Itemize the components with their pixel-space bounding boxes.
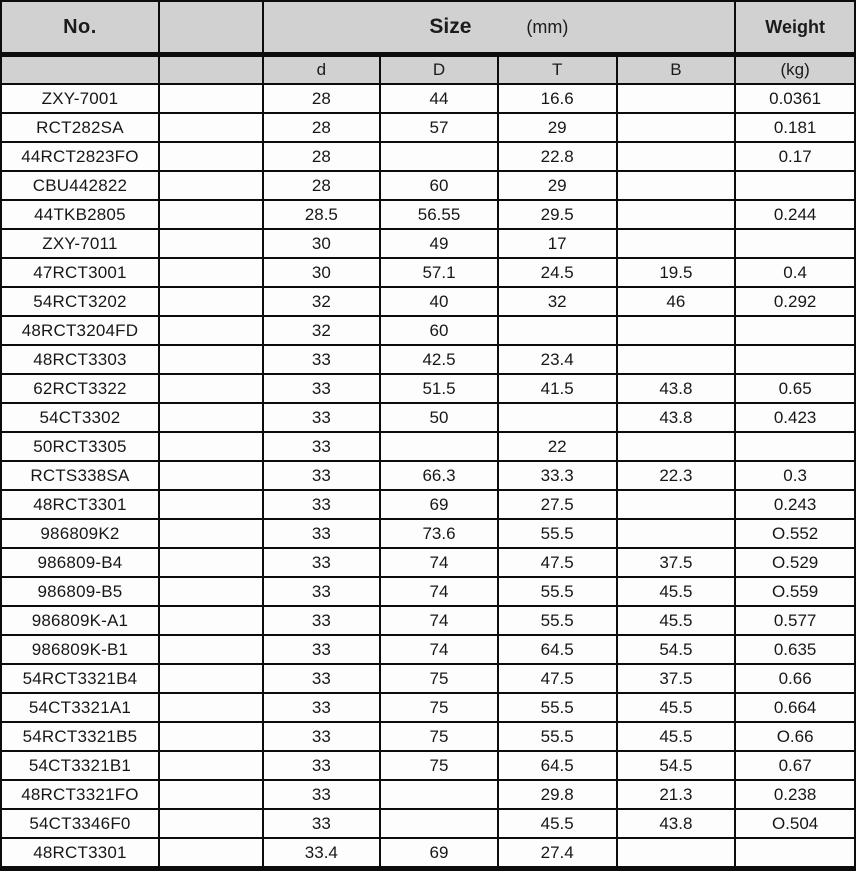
cell-width-b: 45.5 [617, 577, 736, 606]
cell-weight [735, 171, 855, 200]
cell-width-b [617, 142, 736, 171]
cell-blank [159, 287, 263, 316]
cell-inner-diameter: 28.5 [263, 200, 381, 229]
cell-thickness: 27.5 [498, 490, 617, 519]
col-header-weight: Weight [735, 1, 855, 55]
cell-inner-diameter: 33 [263, 345, 381, 374]
cell-weight: 0.66 [735, 664, 855, 693]
cell-outer-diameter: 40 [380, 287, 498, 316]
subcol-d: d [263, 55, 381, 85]
cell-weight: 0.67 [735, 751, 855, 780]
cell-thickness: 29.5 [498, 200, 617, 229]
cell-thickness: 55.5 [498, 693, 617, 722]
cell-blank [159, 751, 263, 780]
cell-width-b: 22.3 [617, 461, 736, 490]
cell-blank [159, 722, 263, 751]
cell-weight: 0.423 [735, 403, 855, 432]
cell-inner-diameter: 33 [263, 548, 381, 577]
cell-part-number: 986809-B5 [1, 577, 159, 606]
header-row-sub [1, 55, 855, 85]
cell-thickness: 64.5 [498, 751, 617, 780]
cell-part-number: 54CT3321A1 [1, 693, 159, 722]
cell-inner-diameter: 30 [263, 258, 381, 287]
cell-part-number: 47RCT3001 [1, 258, 159, 287]
cell-blank [159, 171, 263, 200]
cell-thickness: 22.8 [498, 142, 617, 171]
cell-inner-diameter: 33 [263, 403, 381, 432]
cell-outer-diameter: 69 [380, 490, 498, 519]
cell-part-number: 54RCT3321B5 [1, 722, 159, 751]
cell-width-b: 54.5 [617, 635, 736, 664]
col-header-size [263, 1, 736, 55]
table-row [1, 838, 855, 869]
table-row [1, 229, 855, 258]
cell-outer-diameter: 75 [380, 751, 498, 780]
subcol-b: B [617, 55, 736, 85]
cell-part-number: 54RCT3321B4 [1, 664, 159, 693]
table-row [1, 751, 855, 780]
cell-width-b: 37.5 [617, 664, 736, 693]
cell-blank [159, 664, 263, 693]
cell-width-b: 37.5 [617, 548, 736, 577]
cell-blank [159, 229, 263, 258]
cell-part-number: RCT282SA [1, 113, 159, 142]
cell-outer-diameter [380, 432, 498, 461]
cell-width-b: 19.5 [617, 258, 736, 287]
cell-inner-diameter: 33 [263, 519, 381, 548]
cell-outer-diameter: 44 [380, 84, 498, 113]
cell-weight: 0.664 [735, 693, 855, 722]
cell-blank [159, 606, 263, 635]
cell-blank [159, 345, 263, 374]
cell-blank [159, 693, 263, 722]
cell-blank [159, 461, 263, 490]
table-row [1, 432, 855, 461]
col-header-blank [159, 1, 263, 55]
cell-width-b: 43.8 [617, 403, 736, 432]
subcol-outer-d: D [380, 55, 498, 85]
table-row [1, 374, 855, 403]
table-row [1, 345, 855, 374]
cell-inner-diameter: 28 [263, 142, 381, 171]
table-row [1, 200, 855, 229]
cell-inner-diameter: 33 [263, 490, 381, 519]
cell-outer-diameter [380, 780, 498, 809]
table-row [1, 316, 855, 345]
cell-part-number: ZXY-7011 [1, 229, 159, 258]
cell-outer-diameter: 49 [380, 229, 498, 258]
table-row [1, 577, 855, 606]
subcol-blank [159, 55, 263, 85]
cell-thickness: 29.8 [498, 780, 617, 809]
cell-thickness: 55.5 [498, 606, 617, 635]
cell-inner-diameter: 33 [263, 809, 381, 838]
cell-width-b: 54.5 [617, 751, 736, 780]
cell-outer-diameter: 57.1 [380, 258, 498, 287]
cell-blank [159, 432, 263, 461]
cell-thickness: 55.5 [498, 519, 617, 548]
size-label: Size [429, 15, 472, 38]
cell-width-b [617, 838, 736, 869]
cell-outer-diameter: 60 [380, 316, 498, 345]
cell-width-b [617, 113, 736, 142]
cell-part-number: 54RCT3202 [1, 287, 159, 316]
table-row [1, 664, 855, 693]
cell-weight [735, 316, 855, 345]
cell-width-b [617, 519, 736, 548]
cell-width-b [617, 345, 736, 374]
cell-inner-diameter: 33 [263, 461, 381, 490]
cell-width-b: 43.8 [617, 374, 736, 403]
cell-blank [159, 490, 263, 519]
cell-thickness: 27.4 [498, 838, 617, 869]
cell-width-b: 45.5 [617, 722, 736, 751]
cell-inner-diameter: 33 [263, 780, 381, 809]
table-row [1, 287, 855, 316]
header-row-main [1, 1, 855, 55]
table-row [1, 722, 855, 751]
cell-part-number: CBU442822 [1, 171, 159, 200]
cell-part-number: 986809K-A1 [1, 606, 159, 635]
cell-thickness [498, 316, 617, 345]
table-row [1, 635, 855, 664]
cell-blank [159, 142, 263, 171]
cell-width-b [617, 171, 736, 200]
cell-width-b [617, 490, 736, 519]
cell-weight: O.529 [735, 548, 855, 577]
cell-outer-diameter: 74 [380, 635, 498, 664]
cell-thickness: 17 [498, 229, 617, 258]
cell-outer-diameter: 69 [380, 838, 498, 869]
cell-weight: 0.243 [735, 490, 855, 519]
cell-weight: 0.244 [735, 200, 855, 229]
table-row [1, 171, 855, 200]
table-row [1, 258, 855, 287]
cell-outer-diameter [380, 142, 498, 171]
cell-part-number: 50RCT3305 [1, 432, 159, 461]
cell-width-b: 45.5 [617, 693, 736, 722]
cell-thickness: 45.5 [498, 809, 617, 838]
cell-outer-diameter: 60 [380, 171, 498, 200]
cell-part-number: 48RCT3204FD [1, 316, 159, 345]
cell-weight [735, 838, 855, 869]
cell-inner-diameter: 32 [263, 287, 381, 316]
cell-inner-diameter: 28 [263, 171, 381, 200]
cell-outer-diameter: 51.5 [380, 374, 498, 403]
table-row [1, 461, 855, 490]
cell-inner-diameter: 28 [263, 113, 381, 142]
cell-part-number: ZXY-7001 [1, 84, 159, 113]
table-row [1, 490, 855, 519]
cell-weight: O.559 [735, 577, 855, 606]
cell-inner-diameter: 33 [263, 432, 381, 461]
cell-part-number: 44TKB2805 [1, 200, 159, 229]
cell-outer-diameter: 74 [380, 548, 498, 577]
cell-weight: 0.17 [735, 142, 855, 171]
cell-blank [159, 403, 263, 432]
cell-part-number: 986809K2 [1, 519, 159, 548]
cell-blank [159, 374, 263, 403]
cell-thickness: 29 [498, 171, 617, 200]
cell-inner-diameter: 33 [263, 635, 381, 664]
cell-outer-diameter: 42.5 [380, 345, 498, 374]
cell-inner-diameter: 30 [263, 229, 381, 258]
subcol-t: T [498, 55, 617, 85]
cell-part-number: 62RCT3322 [1, 374, 159, 403]
cell-inner-diameter: 33 [263, 664, 381, 693]
cell-thickness: 33.3 [498, 461, 617, 490]
cell-outer-diameter [380, 809, 498, 838]
cell-width-b [617, 200, 736, 229]
table-row [1, 780, 855, 809]
cell-width-b [617, 432, 736, 461]
cell-width-b: 43.8 [617, 809, 736, 838]
cell-weight: O.66 [735, 722, 855, 751]
cell-outer-diameter: 74 [380, 577, 498, 606]
cell-thickness: 41.5 [498, 374, 617, 403]
cell-part-number: 48RCT3321FO [1, 780, 159, 809]
cell-inner-diameter: 33 [263, 722, 381, 751]
cell-width-b [617, 84, 736, 113]
cell-outer-diameter: 50 [380, 403, 498, 432]
cell-weight: 0.4 [735, 258, 855, 287]
cell-weight: O.552 [735, 519, 855, 548]
cell-blank [159, 838, 263, 869]
cell-inner-diameter: 32 [263, 316, 381, 345]
cell-part-number: 986809-B4 [1, 548, 159, 577]
cell-thickness: 47.5 [498, 664, 617, 693]
cell-outer-diameter: 75 [380, 693, 498, 722]
col-header-no: No. [1, 1, 159, 55]
cell-weight: 0.238 [735, 780, 855, 809]
cell-width-b: 45.5 [617, 606, 736, 635]
cell-inner-diameter: 33.4 [263, 838, 381, 869]
cell-weight: 0.635 [735, 635, 855, 664]
cell-weight [735, 229, 855, 258]
cell-outer-diameter: 74 [380, 606, 498, 635]
cell-thickness: 55.5 [498, 722, 617, 751]
cell-thickness: 23.4 [498, 345, 617, 374]
table-row [1, 606, 855, 635]
cell-blank [159, 258, 263, 287]
cell-inner-diameter: 33 [263, 374, 381, 403]
cell-outer-diameter: 75 [380, 664, 498, 693]
cell-outer-diameter: 75 [380, 722, 498, 751]
cell-inner-diameter: 33 [263, 751, 381, 780]
cell-thickness: 32 [498, 287, 617, 316]
cell-blank [159, 113, 263, 142]
cell-part-number: 54CT3321B1 [1, 751, 159, 780]
cell-outer-diameter: 73.6 [380, 519, 498, 548]
cell-thickness: 55.5 [498, 577, 617, 606]
cell-blank [159, 548, 263, 577]
cell-part-number: 48RCT3301 [1, 838, 159, 869]
cell-thickness: 16.6 [498, 84, 617, 113]
cell-thickness: 47.5 [498, 548, 617, 577]
cell-part-number: 54CT3346F0 [1, 809, 159, 838]
cell-thickness: 24.5 [498, 258, 617, 287]
cell-weight [735, 432, 855, 461]
cell-width-b: 46 [617, 287, 736, 316]
cell-width-b: 21.3 [617, 780, 736, 809]
cell-part-number: 48RCT3301 [1, 490, 159, 519]
table-row [1, 113, 855, 142]
cell-thickness: 29 [498, 113, 617, 142]
table-row [1, 693, 855, 722]
cell-blank [159, 635, 263, 664]
cell-blank [159, 780, 263, 809]
cell-part-number: 48RCT3303 [1, 345, 159, 374]
subcol-blank-no [1, 55, 159, 85]
cell-part-number: 44RCT2823FO [1, 142, 159, 171]
cell-inner-diameter: 33 [263, 693, 381, 722]
cell-weight [735, 345, 855, 374]
cell-weight: 0.3 [735, 461, 855, 490]
table-row [1, 809, 855, 838]
table-row [1, 84, 855, 113]
cell-blank [159, 84, 263, 113]
cell-thickness: 64.5 [498, 635, 617, 664]
cell-outer-diameter: 57 [380, 113, 498, 142]
size-unit-label: (mm) [526, 17, 569, 37]
cell-blank [159, 316, 263, 345]
cell-weight: 0.65 [735, 374, 855, 403]
cell-weight: O.504 [735, 809, 855, 838]
cell-thickness [498, 403, 617, 432]
table-row [1, 519, 855, 548]
cell-blank [159, 519, 263, 548]
cell-blank [159, 200, 263, 229]
cell-weight: 0.292 [735, 287, 855, 316]
table-row [1, 142, 855, 171]
cell-outer-diameter: 66.3 [380, 461, 498, 490]
cell-part-number: 986809K-B1 [1, 635, 159, 664]
cell-weight: 0.181 [735, 113, 855, 142]
cell-outer-diameter: 56.55 [380, 200, 498, 229]
cell-part-number: RCTS338SA [1, 461, 159, 490]
cell-weight: 0.0361 [735, 84, 855, 113]
cell-inner-diameter: 28 [263, 84, 381, 113]
cell-weight: 0.577 [735, 606, 855, 635]
table-row [1, 548, 855, 577]
cell-inner-diameter: 33 [263, 606, 381, 635]
cell-blank [159, 577, 263, 606]
table-body [1, 84, 855, 869]
cell-inner-diameter: 33 [263, 577, 381, 606]
table-row [1, 403, 855, 432]
cell-width-b [617, 316, 736, 345]
cell-part-number: 54CT3302 [1, 403, 159, 432]
cell-width-b [617, 229, 736, 258]
subcol-kg: (kg) [735, 55, 855, 85]
cell-thickness: 22 [498, 432, 617, 461]
cell-blank [159, 809, 263, 838]
